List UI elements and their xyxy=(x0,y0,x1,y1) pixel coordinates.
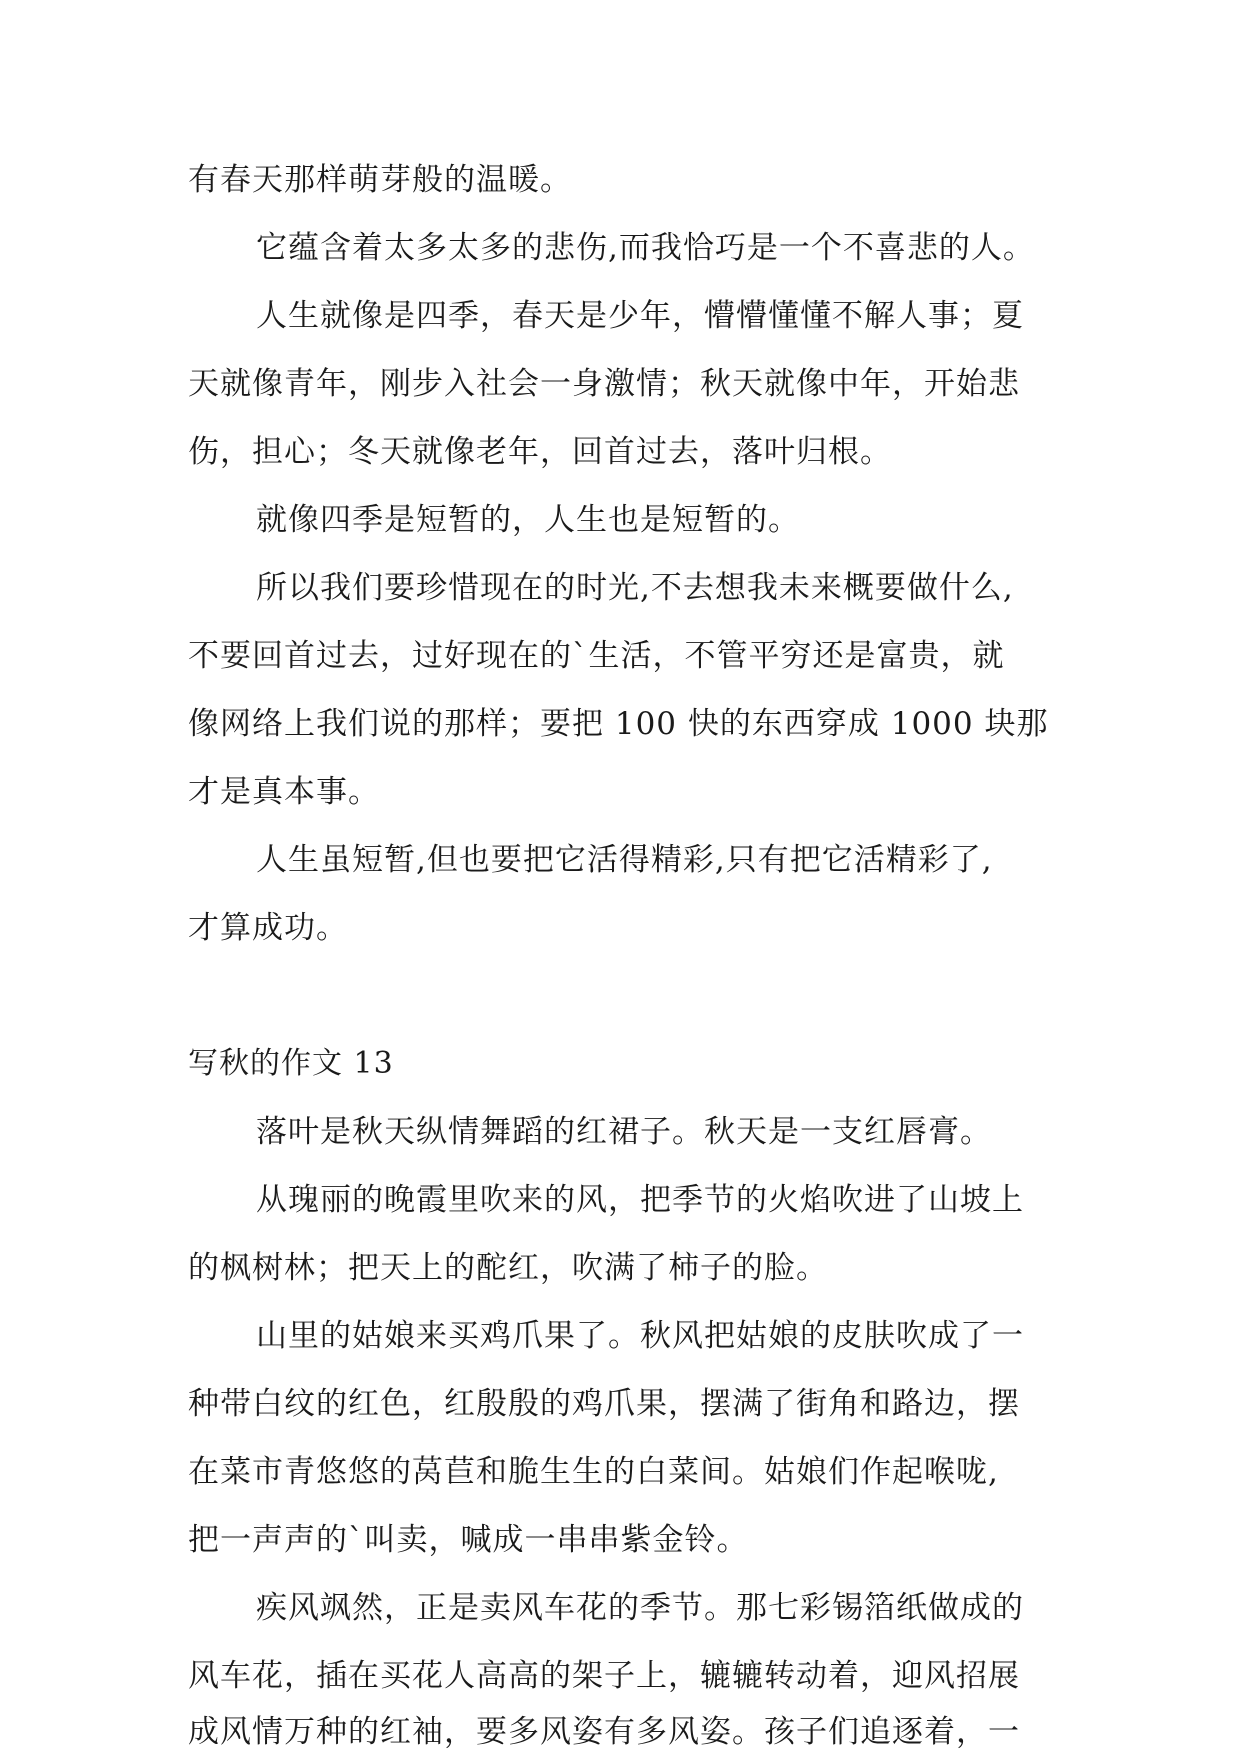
paragraph-first-line: 疾风飒然，正是卖风车花的季节。那七彩锡箔纸做成的 xyxy=(256,1590,1024,1626)
paragraph-first-line: 落叶是秋天纵情舞蹈的红裙子。秋天是一支红唇膏。 xyxy=(256,1114,992,1150)
text-line: 把一声声的`叫卖，喊成一串串紫金铃。 xyxy=(188,1522,749,1558)
text-line: 在菜市青悠悠的莴苣和脆生生的白菜间。姑娘们作起喉咙, xyxy=(188,1454,999,1490)
text-line: 像网络上我们说的那样；要把 100 快的东西穿成 1000 块那 xyxy=(188,706,1049,742)
paragraph-first-line: 就像四季是短暂的，人生也是短暂的。 xyxy=(256,502,800,538)
text-line: 种带白纹的红色，红殷殷的鸡爪果，摆满了街角和路边，摆 xyxy=(188,1386,1020,1422)
paragraph-first-line: 它蕴含着太多太多的悲伤,而我恰巧是一个不喜悲的人。 xyxy=(256,230,1035,266)
text-line: 风车花，插在买花人高高的架子上，辘辘转动着，迎风招展 xyxy=(188,1658,1020,1694)
paragraph-first-line: 人生虽短暂,但也要把它活得精彩,只有把它活精彩了, xyxy=(256,842,993,878)
text-line: 才是真本事。 xyxy=(188,774,380,810)
paragraph-first-line: 山里的姑娘来买鸡爪果了。秋风把姑娘的皮肤吹成了一 xyxy=(256,1318,1024,1354)
paragraph-first-line: 所以我们要珍惜现在的时光,不去想我未来概要做什么, xyxy=(256,570,1014,606)
text-line: 不要回首过去，过好现在的`生活，不管平穷还是富贵，就 xyxy=(188,638,1005,674)
text-line: 有春天那样萌芽般的温暖。 xyxy=(188,162,572,198)
paragraph-first-line: 从瑰丽的晚霞里吹来的风，把季节的火焰吹进了山坡上 xyxy=(256,1182,1024,1218)
text-line: 伤，担心；冬天就像老年，回首过去，落叶归根。 xyxy=(188,434,892,470)
text-line: 成风情万种的红袖，要多风姿有多风姿。孩子们追逐着，一 xyxy=(188,1714,1020,1750)
text-line: 天就像青年，刚步入社会一身激情；秋天就像中年，开始悲 xyxy=(188,366,1020,402)
text-line: 才算成功。 xyxy=(188,910,348,946)
paragraph-first-line: 人生就像是四季，春天是少年，懵懵懂懂不解人事；夏 xyxy=(256,298,1024,334)
text-line: 的枫树林；把天上的酡红，吹满了柿子的脸。 xyxy=(188,1250,828,1286)
essay-heading: 写秋的作文 13 xyxy=(188,1046,394,1081)
